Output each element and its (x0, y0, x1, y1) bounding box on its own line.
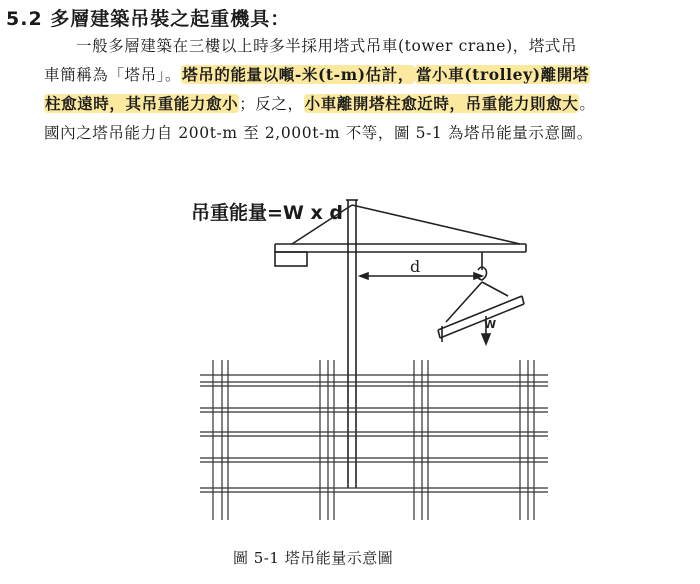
counter-jib-tie (292, 205, 352, 244)
weight-arrow-head (482, 334, 490, 344)
text-span: 。 (579, 95, 596, 113)
highlight-span: 當小車(trolley)離開塔 (415, 65, 589, 84)
figure-caption: 圖 5-1 塔吊能量示意圖 (233, 549, 394, 567)
highlight-span: 塔吊的能量以噸-米(t-m)估計， (182, 65, 414, 84)
paragraph-line-1: 一般多層建築在三樓以上時多半採用塔式吊車(tower crane)，塔式吊 (76, 37, 578, 55)
highlight-span: 柱愈遠時，其吊重能力愈小 (45, 94, 239, 113)
dimension-arrow-left (360, 273, 368, 279)
load-beam-bottom (440, 304, 524, 338)
distance-label: d (410, 257, 421, 276)
building-frame (200, 360, 548, 520)
counterweight (275, 252, 307, 266)
paragraph-line-4: 國內之塔吊能力自 200t-m 至 2,000t-m 不等，圖 5-1 為塔吊能量示意圖。 (44, 124, 593, 142)
sling-left (446, 282, 482, 322)
weight-label: W (484, 318, 497, 331)
highlight-span: 小車離開塔柱愈近時，吊重能力則愈大 (304, 94, 579, 113)
formula-label: 吊重能量=W x d (191, 202, 343, 224)
sling-right (482, 282, 508, 296)
load-beam-end-left (438, 330, 440, 338)
load-beam-end-right (522, 296, 524, 304)
load-beam-top (438, 296, 522, 330)
text-span: ；反之， (239, 95, 304, 113)
text-span: 車簡稱為「塔吊」。 (44, 66, 182, 84)
jib-tie (352, 205, 520, 244)
section-heading: 5.2 多層建築吊裝之起重機具： (6, 8, 291, 30)
